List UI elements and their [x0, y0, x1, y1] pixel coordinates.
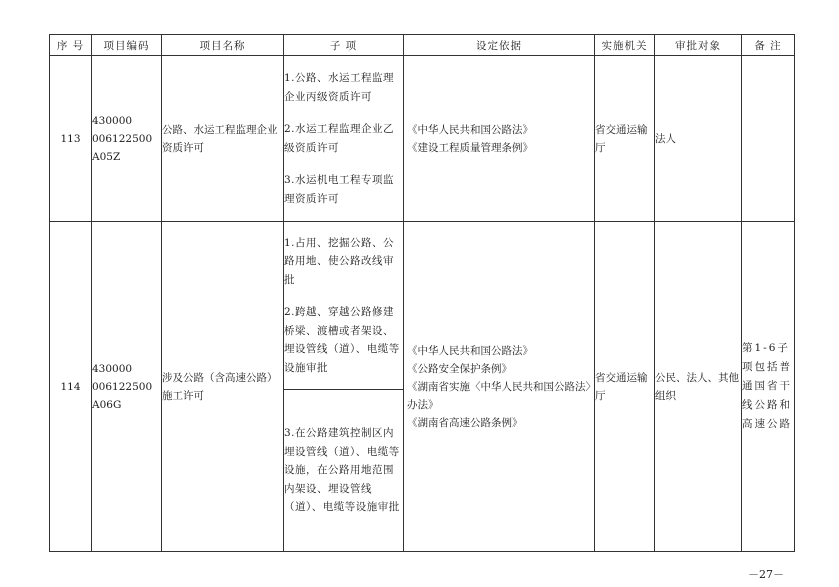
approval-target: 法人 [655, 56, 742, 222]
code-line: 006122500 [92, 380, 153, 393]
agency: 省交通运输厅 [595, 222, 655, 552]
project-code [92, 222, 162, 552]
header-no: 序 号 [50, 35, 92, 56]
code-line: 430000 [92, 114, 133, 127]
table-row [50, 222, 795, 390]
project-name: 公路、水运工程监理企业资质许可 [162, 56, 284, 222]
basis-line: 《中华人民共和国公路法》 [407, 344, 533, 357]
header-note: 备 注 [742, 35, 795, 56]
subitem: 1.公路、水运工程监理企业丙级资质许可 [284, 72, 395, 103]
legal-basis [404, 222, 595, 552]
agency: 省交通运输厅 [595, 56, 655, 222]
header-name: 项目名称 [162, 35, 284, 56]
basis-line: 《中华人民共和国公路法》 [407, 123, 533, 136]
header-basis: 设定依据 [404, 35, 595, 56]
note [742, 56, 795, 222]
note: 第1-6子项包括普通国省干线公路和高速公路 [742, 222, 795, 552]
subitem: 3.水运机电工程专项监理资质许可 [284, 174, 395, 205]
basis-line: 《建设工程质量管理条例》 [407, 141, 533, 154]
table-row [50, 56, 795, 222]
row-number: 114 [50, 222, 92, 552]
code-line: 006122500 [92, 132, 153, 145]
approval-target: 公民、法人、其他组织 [655, 222, 742, 552]
subitem: 2.水运工程监理企业乙级资质许可 [284, 123, 395, 154]
header-agency: 实施机关 [595, 35, 655, 56]
basis-line: 《湖南省高速公路条例》 [407, 416, 523, 429]
code-line: 430000 [92, 362, 133, 375]
subitem: 2.跨越、穿越公路修建桥梁、渡槽或者架设、埋设管线（道）、电缆等设施审批 [284, 306, 400, 374]
project-code [92, 56, 162, 222]
subitems [284, 222, 404, 390]
header-subitems: 子 项 [284, 35, 404, 56]
legal-basis [404, 56, 595, 222]
subitem: 1.占用、挖掘公路、公路用地、使公路改线审批 [284, 236, 395, 286]
header-row [50, 35, 795, 56]
basis-line: 《公路安全保护条例》 [407, 362, 512, 375]
subitem: 3.在公路建筑控制区内埋设管线（道）、电缆等设施，在公路用地范围内架设、埋设管线（道）、电缆等设施审批 [284, 427, 400, 514]
permit-table [49, 34, 795, 552]
page-number: －27－ [748, 568, 784, 581]
basis-line: 《湖南省实施〈中华人民共和国公路法〉办法》 [407, 380, 591, 411]
row-number: 113 [50, 56, 92, 222]
header-code: 项目编码 [92, 35, 162, 56]
project-name: 涉及公路（含高速公路）施工许可 [162, 222, 284, 552]
code-line: A05Z [92, 150, 121, 163]
header-target: 审批对象 [655, 35, 742, 56]
subitems [284, 390, 404, 552]
code-line: A06G [92, 398, 122, 411]
subitems [284, 56, 404, 222]
